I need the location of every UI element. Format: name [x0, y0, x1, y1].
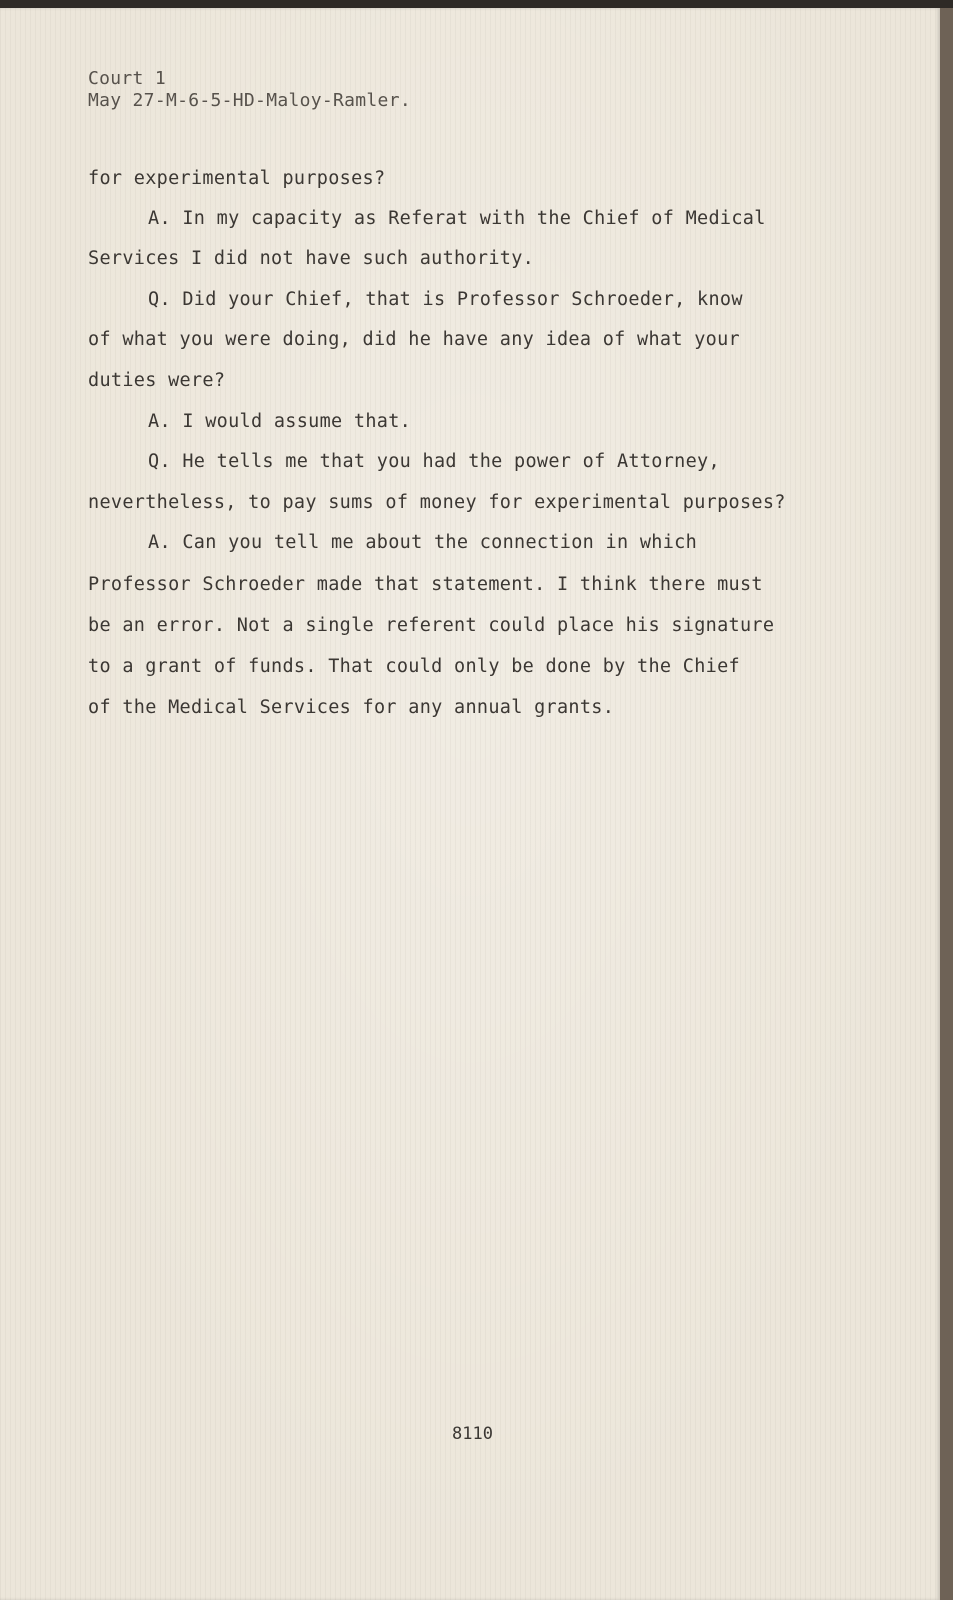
page-edge: [940, 8, 953, 1600]
body-line: be an error. Not a single referent could place his signature: [88, 615, 775, 636]
document-page: [0, 8, 940, 1600]
body-line: A. In my capacity as Referat with the Chief of Medical: [148, 208, 766, 229]
body-line: Professor Schroeder made that statement. I think there must: [88, 574, 763, 595]
body-line: A. I would assume that.: [148, 411, 412, 432]
body-line: duties were?: [88, 370, 226, 391]
body-line: nevertheless, to pay sums of money for experimental purposes?: [88, 492, 786, 513]
page-number: 8110: [452, 1424, 493, 1444]
body-line: for experimental purposes?: [88, 168, 386, 189]
body-line: Q. Did your Chief, that is Professor Schroeder, know: [148, 289, 743, 310]
body-line: to a grant of funds. That could only be done by the Chief: [88, 656, 740, 677]
transcript-header: [88, 68, 411, 112]
body-line: Q. He tells me that you had the power of Attorney,: [148, 451, 720, 472]
session-reference: May 27-M-6-5-HD-Maloy-Ramler.: [88, 90, 411, 111]
body-line: of the Medical Services for any annual grants.: [88, 697, 615, 718]
court-label: Court 1: [88, 68, 166, 89]
body-line: A. Can you tell me about the connection in which: [148, 532, 698, 553]
body-line: Services I did not have such authority.: [88, 248, 535, 269]
body-line: of what you were doing, did he have any idea of what your: [88, 329, 740, 350]
